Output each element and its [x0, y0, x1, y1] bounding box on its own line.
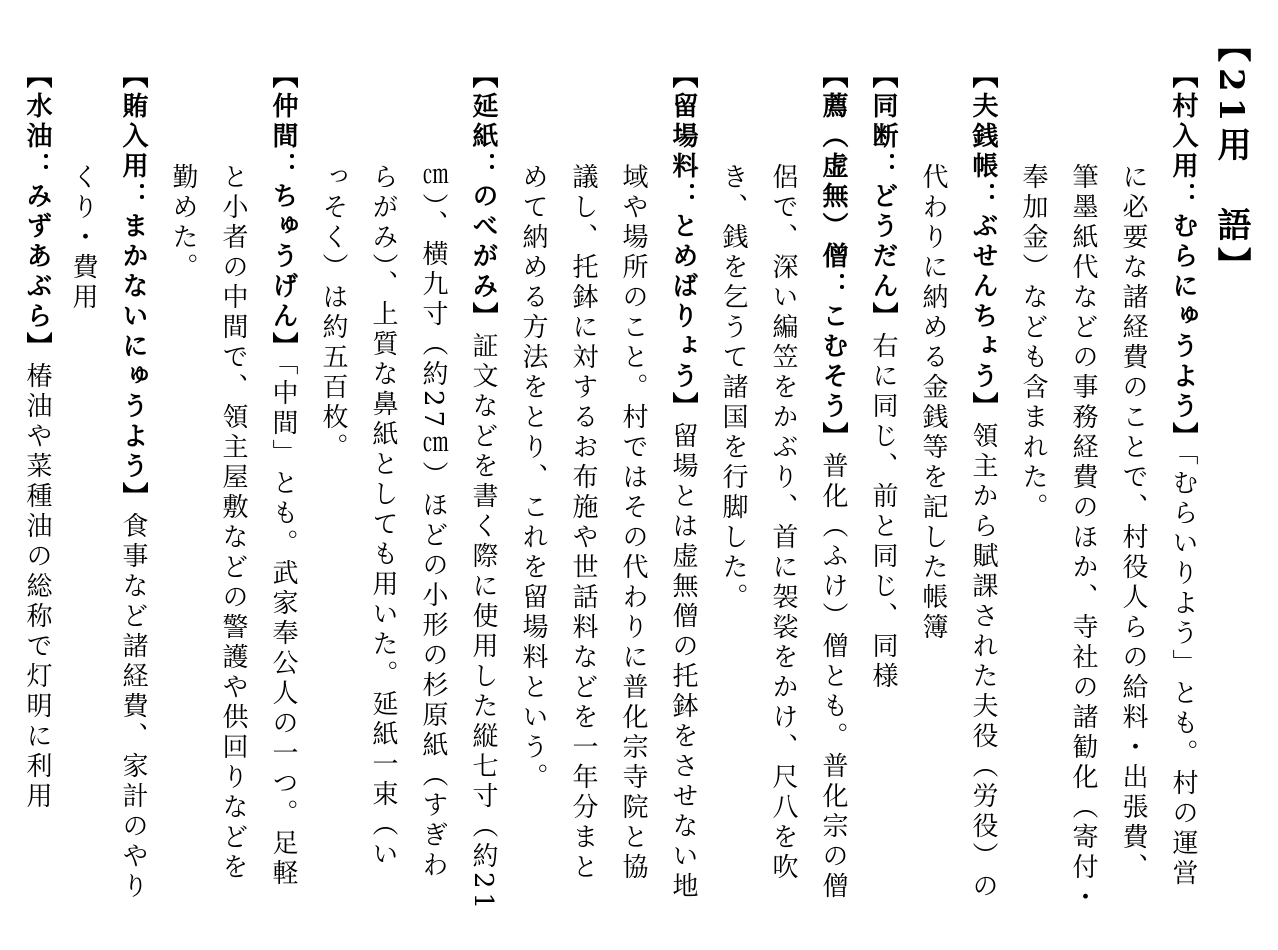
glossary-term: 【延紙：のべがみ】: [468, 62, 498, 332]
entry-line: と小者の中間で、領主屋敷などの警護や供回りなどを: [218, 163, 248, 883]
entry-line: [24, 62, 50, 812]
entry-line: 議し、托鉢に対するお布施や世話料などを一年分まと: [568, 163, 598, 883]
glossary-definition: 「中間」とも。武家奉公人の一つ。足軽: [268, 362, 298, 889]
entry-line: [870, 62, 896, 692]
glossary-definition: 留場とは虚無僧の托鉢をさせない地: [668, 422, 698, 902]
entry-line: [470, 62, 496, 913]
glossary-term: 【夫銭帳：ぶせんちょう】: [968, 62, 998, 422]
glossary-definition: 食事など諸経費、家計のやり: [118, 512, 148, 902]
entry-line: き、銭を乞うて諸国を行脚した。: [718, 163, 748, 613]
glossary-term: 【賄入用：まかないにゅうよう】: [118, 62, 148, 512]
entry-line: [670, 62, 696, 902]
glossary-term: 【仲間：ちゅうげん】: [268, 62, 298, 362]
entry-line: 代わりに納める金銭等を記した帳簿: [918, 163, 948, 643]
entry-line: ㎝）、横九寸（約27㎝）ほどの小形の杉原紙（すぎわ: [418, 163, 448, 882]
glossary-definition: 椿油や菜種油の総称で灯明に利用: [22, 362, 52, 812]
glossary-definition: 証文などを書く際に使用した縦七寸（約21: [468, 332, 498, 914]
glossary-term: 【村入用：むらにゅうよう】: [1168, 62, 1198, 452]
entry-line: 勤めた。: [168, 163, 198, 283]
entry-line: [270, 62, 296, 889]
glossary-term: 【同断：どうだん】: [868, 62, 898, 332]
entry-line: 奉加金）なども含まれた。: [1018, 163, 1048, 523]
entry-line: らがみ）、上質な鼻紙としても用いた。延紙一束（い: [368, 163, 398, 870]
entry-line: くり・費用: [68, 163, 98, 313]
entry-line: [1170, 62, 1196, 889]
entry-line: 侶で、深い編笠をかぶり、首に袈裟をかけ、尺八を吹: [768, 163, 798, 883]
entry-line: [820, 62, 846, 902]
section-heading: 【21用 語】: [1211, 28, 1251, 288]
glossary-definition: 右に同じ、前と同じ、同様: [868, 332, 898, 692]
entry-line: に必要な諸経費のことで、村役人らの給料・出張費、: [1118, 163, 1148, 883]
glossary-definition: 「むらいりよう」とも。村の運営: [1168, 452, 1198, 889]
entry-line: [970, 62, 996, 902]
entry-line: [120, 62, 146, 902]
entry-line: っそく）は約五百枚。: [318, 163, 348, 463]
glossary-term: 【薦（虚無）僧：こむそう】: [818, 62, 848, 452]
glossary-term: 【留場料：とめばりょう】: [668, 62, 698, 422]
glossary-definition: 普化（ふけ）僧とも。普化宗の僧: [818, 452, 848, 902]
entry-line: 筆墨紙代などの事務経費のほか、寺社の諸勧化（寄付・: [1068, 163, 1098, 913]
glossary-term: 【水油：みずあぶら】: [22, 62, 52, 362]
entry-line: めて納める方法をとり、これを留場料という。: [518, 163, 548, 793]
entry-line: 域や場所のこと。村ではその代わりに普化宗寺院と協: [618, 163, 648, 883]
glossary-definition: 領主から賦課された夫役（労役）の: [968, 422, 998, 902]
